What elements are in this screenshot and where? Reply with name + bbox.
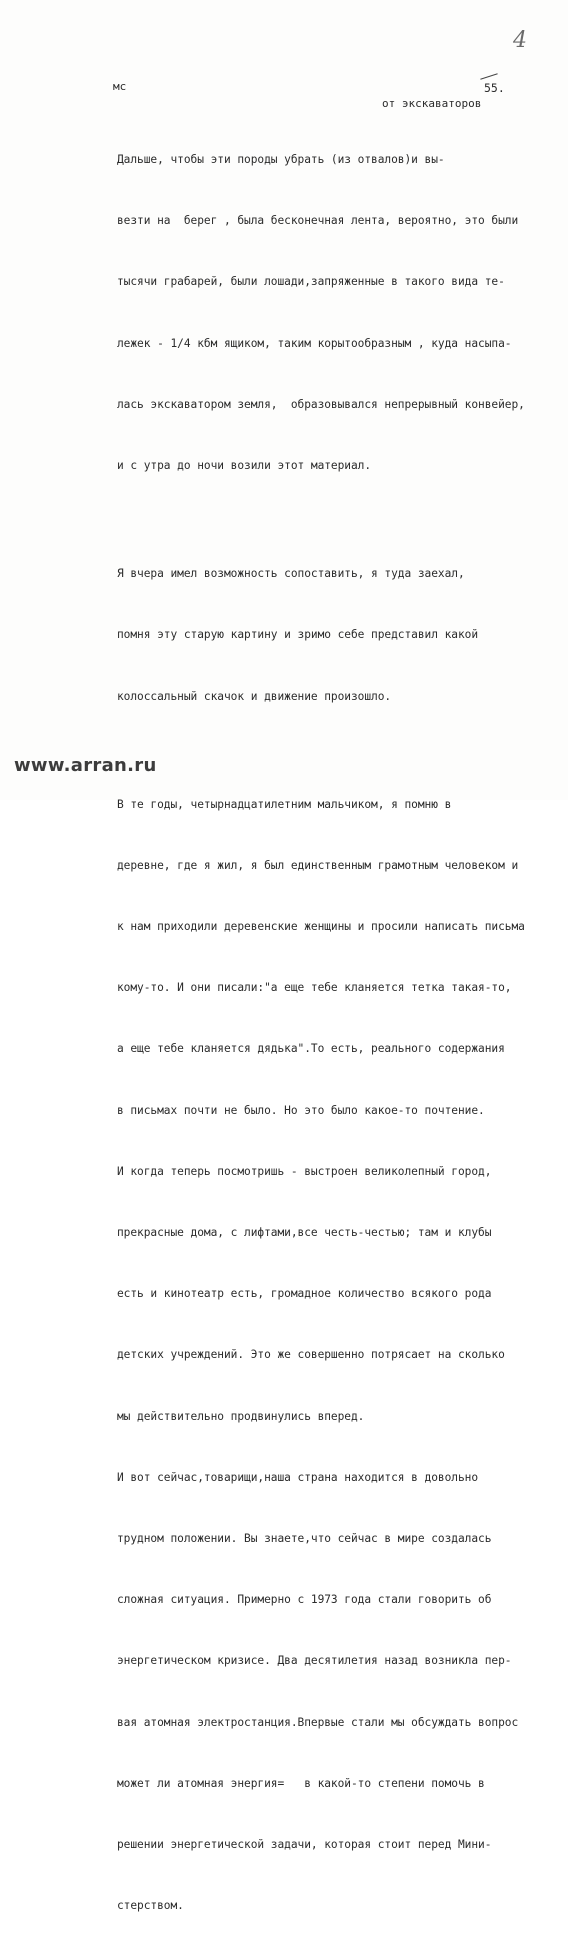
- paragraph-gap: [117, 746, 557, 755]
- text-line: вая атомная электростанция.Впервые стали мы обсуждать вопрос: [117, 1715, 519, 1729]
- text-line: Я вчера имел возможность сопоставить, я туда заехал,: [117, 567, 465, 581]
- text-line: решении энергетической задачи, которая стоит перед Мини-: [117, 1837, 492, 1851]
- text-line: прекрасные дома, с лифтами,все честь-честью; там и клубы: [117, 1226, 492, 1239]
- text-line: везти на берег , была бесконечная лента, вероятно, это были: [117, 214, 519, 228]
- text-line: а еще тебе кланяется дядька".То есть, реального содержания: [117, 1042, 505, 1056]
- text-line: есть и кинотеатр есть, громадное количество всякого рода: [117, 1287, 492, 1301]
- page-number-strikethrough: [480, 73, 497, 80]
- typed-page-number: 55.: [484, 81, 505, 95]
- site-watermark: www.arran.ru: [14, 755, 157, 776]
- text-line: к нам приходили деревенские женщины и просили написать письма: [117, 920, 525, 934]
- text-line: колоссальный скачок и движение произошло.: [117, 689, 392, 703]
- text-line: и с утра до ночи возили этот материал.: [117, 458, 372, 472]
- text-line: энергетическом кризисе. Два десятилетия назад возникла пер-: [117, 1654, 512, 1668]
- text-line: Дальше, чтобы эти породы убрать (из отвалов)и вы-: [117, 153, 445, 166]
- text-line: стерством.: [117, 1899, 184, 1913]
- typed-insertion: от экскаваторов: [382, 97, 482, 110]
- text-line: мы действительно продвинулись вперед.: [117, 1409, 365, 1423]
- text-line: И когда теперь посмотришь - выстроен великолепный город,: [117, 1164, 492, 1178]
- text-line: может ли атомная энергия= в какой-то степени помочь в: [117, 1776, 485, 1790]
- handwritten-page-number: 4: [513, 28, 527, 53]
- document-body: [117, 110, 557, 1955]
- text-line: помня эту старую картину и зримо себе представил какой: [117, 628, 479, 642]
- text-line: трудном положении. Вы знаете,что сейчас в мире создалась: [117, 1531, 492, 1545]
- text-line: И вот сейчас,товарищи,наша страна находится в довольно: [117, 1470, 479, 1484]
- text-line: В те годы, четырнадцатилетним мальчиком, я помню в: [117, 797, 452, 811]
- text-line: деревне, где я жил, я был единственным грамотным человеком и: [117, 858, 519, 872]
- text-line: лась экскаватором земля, образовывался непрерывный конвейер,: [117, 397, 525, 411]
- text-line: лежек - 1/4 кбм ящиком, таким корытообразным , куда насыпа-: [117, 336, 512, 350]
- text-line: в письмах почти не было. Но это было какое-то почтение.: [117, 1103, 485, 1117]
- text-line: сложная ситуация. Примерно с 1973 года стали говорить об: [117, 1593, 492, 1607]
- text-line: тысячи грабарей, были лошади,запряженные в такого вида те-: [117, 275, 505, 289]
- typist-initials: мс: [113, 80, 127, 93]
- text-line: детских учреждений. Это же совершенно потрясает на сколько: [117, 1348, 505, 1362]
- text-line: кому-то. И они писали:"а еще тебе кланяется тетка такая-то,: [117, 981, 512, 995]
- paragraph-gap: [117, 515, 557, 524]
